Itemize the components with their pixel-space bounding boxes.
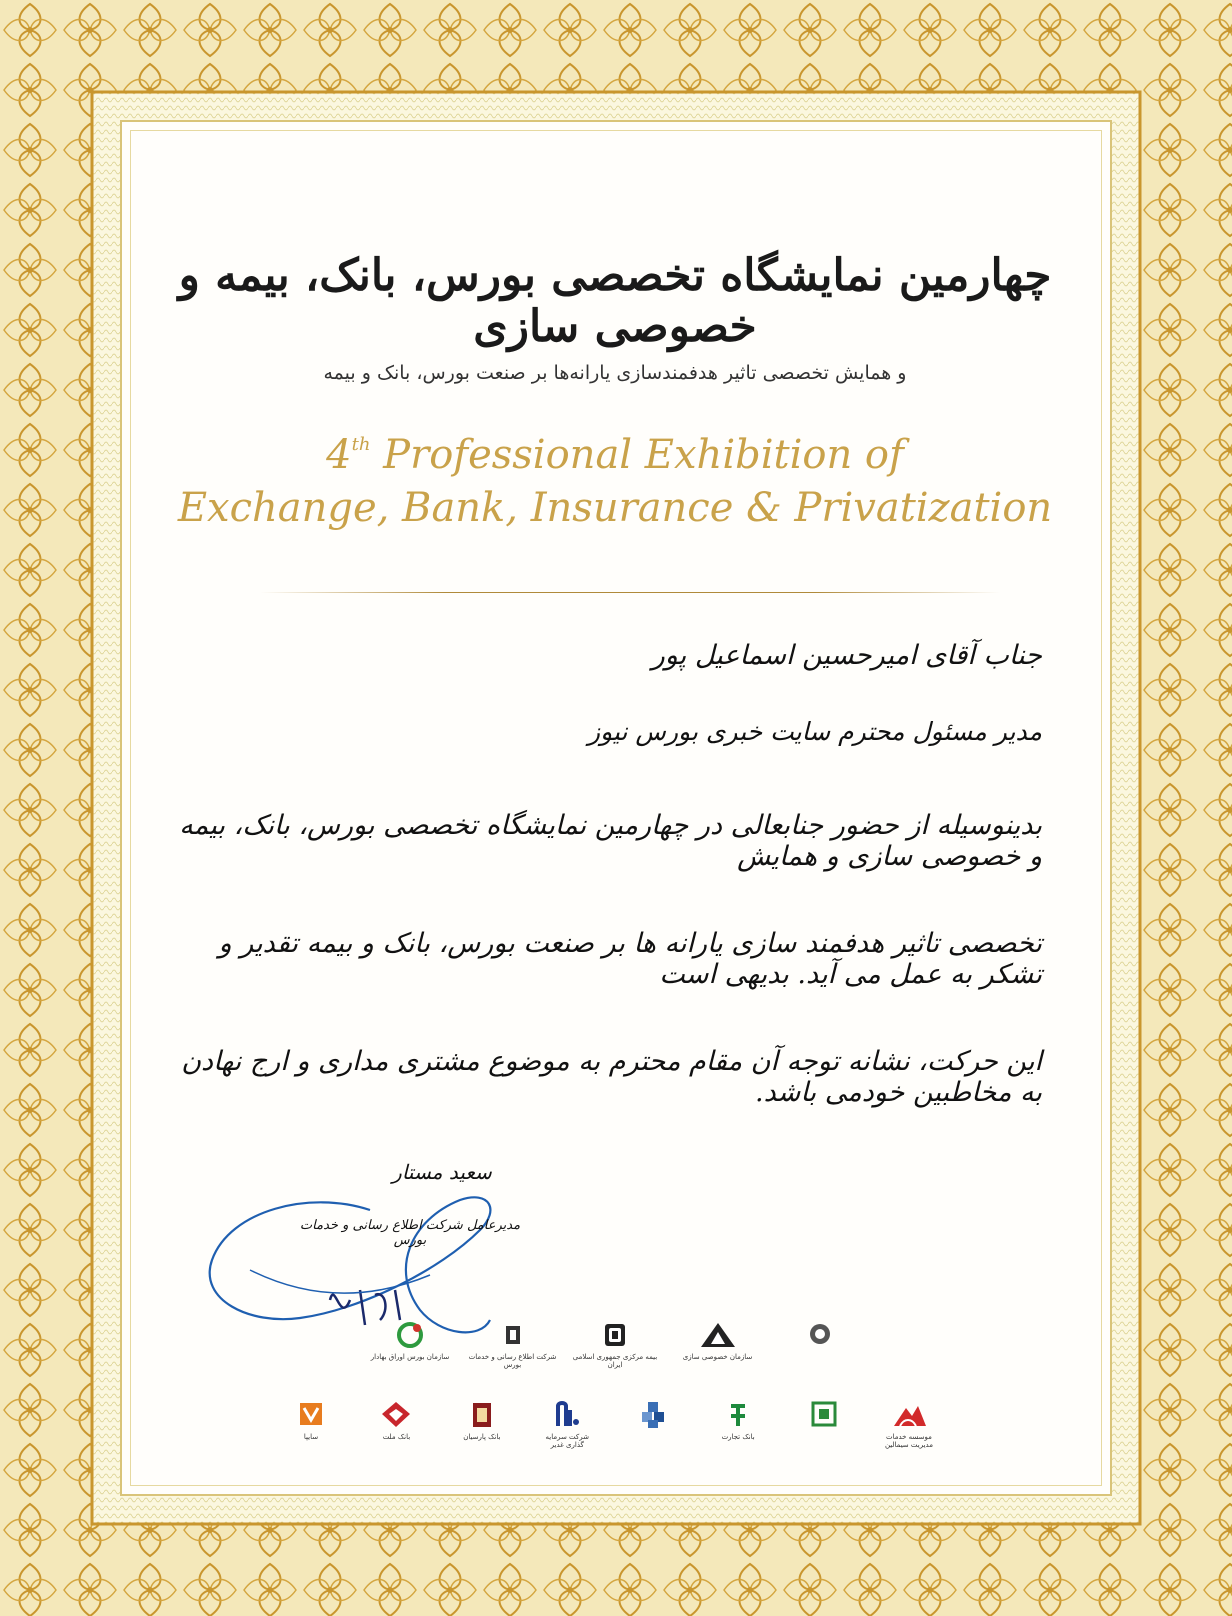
peacock-logo-icon [801, 1320, 839, 1350]
title-persian: چهارمین نمایشگاه تخصصی بورس، بانک، بیمه و خصوصی سازی [178, 250, 1052, 352]
sponsor-logo [365, 1400, 427, 1450]
central-insurance-logo-icon [596, 1320, 634, 1350]
title-english-line1 [150, 432, 1080, 478]
sponsor-logo-label: بانک پارسیان [463, 1433, 501, 1441]
sponsor-logo [668, 1320, 768, 1370]
sponsor-logo-label: شرکت سرمایه گذاری غدیر [545, 1433, 589, 1450]
paragraph-line-3: این حرکت، نشانه توجه آن مقام محترم به موضوع مشتری مداری و ارج نهادن به مخاطبین خودمی باشد. [181, 1046, 1042, 1108]
sponsor-logo-label: سایپا [303, 1433, 319, 1441]
mellat-bank-logo-icon [377, 1400, 415, 1430]
sponsor-logo [878, 1400, 940, 1450]
divider-line [260, 592, 1000, 593]
sponsor-logo-label: بانک تجارت [721, 1433, 755, 1441]
sponsor-logo-label: بیمه مرکزی جمهوری اسلامی ایران [572, 1353, 658, 1370]
sponsor-logo-label: شرکت اطلاع رسانی و خدمات بورس [468, 1353, 557, 1370]
paragraph-line-1: بدینوسیله از حضور جنابعالی در چهارمین نمایشگاه تخصصی بورس، بانک، بیمه و خصوصی سازی و همایش [179, 810, 1042, 872]
sponsor-logo [463, 1320, 563, 1370]
title-english-line2: Exchange, Bank, Insurance & Privatization [177, 485, 1053, 531]
recipient-name: جناب آقای امیرحسین اسماعیل پور [651, 640, 1042, 671]
edition-number: 4 [326, 432, 352, 478]
saipa-logo-icon [292, 1400, 330, 1430]
privatization-org-logo-icon [699, 1320, 737, 1350]
sponsor-logo-label: بانک ملت [382, 1433, 411, 1441]
tejarat-bank-logo-icon [719, 1400, 757, 1430]
sponsor-logos-row-2 [280, 1400, 940, 1450]
sponsor-logo [280, 1400, 342, 1450]
title-english-text1: Professional Exhibition of [383, 432, 904, 478]
sponsor-logo [360, 1320, 460, 1370]
sponsor-logo [707, 1400, 769, 1450]
sponsor-logo [793, 1400, 855, 1450]
sponsor-logo [451, 1400, 513, 1450]
sponsor-logo-label: سازمان خصوصی سازی [682, 1353, 753, 1361]
sponsor-logo [565, 1320, 665, 1370]
sponsor-logo [536, 1400, 598, 1450]
sponsor-logo-label: سازمان بورس اوراق بهادار [370, 1353, 450, 1361]
signer-name: سعید مستار [392, 1160, 492, 1184]
paragraph-line-2: تخصصی تاثیر هدفمند سازی یارانه ها بر صنعت بورس، بانک و بیمه تقدیر و تشکر به عمل می آید. بدیهی است [218, 928, 1042, 990]
tse-services-logo-icon [494, 1320, 532, 1350]
sponsor-logo [622, 1400, 684, 1450]
securities-org-logo-icon [391, 1320, 429, 1350]
green-square-logo-icon [805, 1400, 843, 1430]
subtitle-persian: و همایش تخصصی تاثیر هدفمندسازی یارانه‌ها بر صنعت بورس، بانک و بیمه [323, 362, 907, 384]
parsian-bank-logo-icon [463, 1400, 501, 1430]
sponsor-logo-label: موسسه خدمات مدیریت سیمالین [884, 1433, 933, 1450]
edition-suffix: th [351, 434, 371, 455]
ghadir-logo-icon [548, 1400, 586, 1430]
recipient-role: مدیر مسئول محترم سایت خبری بورس نیوز [588, 717, 1042, 746]
signer-title: مدیرعامل شرکت اطلاع رسانی و خدمات بورس [299, 1218, 521, 1248]
sponsor-logos-row-1 [360, 1320, 870, 1370]
sponsor-logo [770, 1320, 870, 1370]
cubes-logo-icon [634, 1400, 672, 1430]
simalin-logo-icon [890, 1400, 928, 1430]
